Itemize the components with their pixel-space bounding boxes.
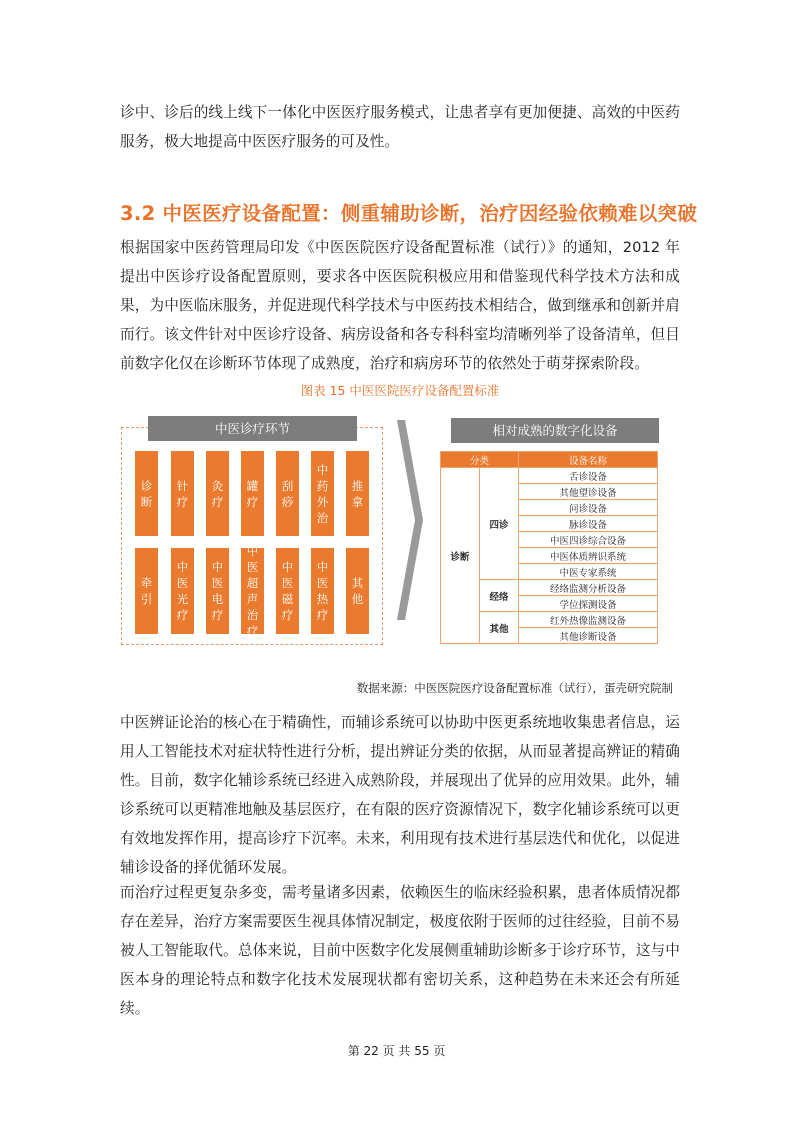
right-panel-header: 相对成熟的数字化设备 bbox=[451, 418, 659, 443]
table-row: 经络监测分析设备 bbox=[519, 580, 658, 596]
treatment-tile-label: 中医磁疗 bbox=[281, 560, 294, 622]
treatment-tile bbox=[276, 548, 299, 634]
table-group-sizhen: 四诊 bbox=[480, 468, 519, 580]
table-row: 脉诊设备 bbox=[519, 516, 658, 532]
page-number: 第 22 页 共 55 页 bbox=[347, 1044, 446, 1058]
paragraph-diagnosis-precision: 中医辨证论治的核心在于精确性，而辅诊系统可以协助中医更系统地收集患者信息，运用人工智能技术对症状特性进行分析，提出辨证分类的依据，从而显著提高辨证的精确性。目前，数字化辅诊系统已经进入成熟阶段，并展现出了优异的应用效果。此外，辅诊系统可以更精准地触及基层医疗，在有限的医疗资源情况下，数字化辅诊系统可以更有效地发挥作用，提高诊疗下沉率。未来，利用现有技术进行基层迭代和优化，以促进辅诊设备的择优循环发展。 bbox=[120, 714, 680, 876]
treatment-tile-label: 其他 bbox=[351, 576, 364, 606]
table-header-category: 分类 bbox=[441, 452, 519, 468]
treatment-tile-label: 中医超声治疗 bbox=[246, 544, 259, 638]
treatment-tile-label: 针疗 bbox=[176, 478, 189, 509]
digital-device-table bbox=[440, 451, 658, 644]
treatment-tile-label: 中医光疗 bbox=[176, 560, 189, 622]
table-row: 其他望诊设备 bbox=[519, 484, 658, 500]
treatment-tile bbox=[171, 548, 194, 634]
section-heading: 3.2 中医医疗设备配置：侧重辅助诊断，治疗因经验依赖难以突破 bbox=[120, 202, 698, 225]
treatment-tile bbox=[206, 548, 229, 634]
treatment-tile-label: 诊断 bbox=[140, 478, 153, 509]
table-group-jingluo: 经络 bbox=[480, 580, 519, 612]
treatment-tile bbox=[135, 451, 158, 536]
treatment-tile bbox=[346, 451, 369, 536]
treatment-tile bbox=[311, 451, 334, 536]
treatment-tile-label: 推拿 bbox=[351, 478, 364, 509]
treatment-tile bbox=[276, 451, 299, 536]
treatment-tile-label: 牵引 bbox=[140, 576, 153, 606]
treatment-tile-label: 刮痧 bbox=[281, 478, 294, 509]
table-category-diagnosis: 诊断 bbox=[441, 468, 480, 644]
table-row: 问诊设备 bbox=[519, 500, 658, 516]
table-row: 中医四诊综合设备 bbox=[519, 532, 658, 548]
table-group-qita: 其他 bbox=[480, 612, 519, 644]
chevron-right-icon bbox=[397, 420, 423, 620]
treatment-tile bbox=[346, 548, 369, 634]
treatment-tile-label: 中药外治 bbox=[316, 462, 329, 525]
table-row: 学位探测设备 bbox=[519, 596, 658, 612]
treatment-tile bbox=[311, 548, 334, 634]
table-row: 中医体质辨识系统 bbox=[519, 548, 658, 564]
paragraph-standard-background: 根据国家中医药管理局印发《中医医院医疗设备配置标准（试行）》的通知，2012 年提出中医诊疗设备配置原则，要求各中医医院积极应用和借鉴现代科学技术方法和成果，为中医临床服务，并促进现代科学技术与中医药技术相结合，做到继承和创新并肩而行。该文件针对中医诊疗设备、病房设备和各专科科室均清晰列举了设备清单，但目前数字化仅在诊断环节体现了成熟度，治疗和病房环节的依然处于萌芽探索阶段。 bbox=[120, 239, 680, 372]
treatment-tile-label: 灸疗 bbox=[211, 478, 224, 509]
treatment-tile-label: 中医电疗 bbox=[211, 560, 224, 622]
paragraph-intro-continued: 诊中、诊后的线上线下一体化中医医疗服务模式，让患者享有更加便捷、高效的中医药服务，极大地提高中医医疗服务的可及性。 bbox=[120, 104, 680, 150]
treatment-tile-label: 中医热疗 bbox=[316, 560, 329, 622]
table-row: 其他诊断设备 bbox=[519, 628, 658, 644]
paragraph-treatment-complexity: 而治疗过程更复杂多变，需考量诸多因素，依赖医生的临床经验积累，患者体质情况都存在差异，治疗方案需要医生视具体情况制定，极度依附于医师的过往经验，目前不易被人工智能取代。总体来说，目前中医数字化发展侧重辅助诊断多于诊疗环节，这与中医本身的理论特点和数字化技术发展现状都有密切关系，这种趋势在未来还会有所延续。 bbox=[120, 884, 680, 1017]
table-header-device: 设备名称 bbox=[519, 452, 658, 468]
left-panel-header: 中医诊疗环节 bbox=[148, 416, 357, 441]
table-row: 中医专家系统 bbox=[519, 564, 658, 580]
figure-title: 图表 15 中医医院医疗设备配置标准 bbox=[300, 383, 500, 398]
treatment-tile-label: 罐疗 bbox=[246, 478, 259, 509]
treatment-tile bbox=[241, 544, 264, 638]
treatment-tile bbox=[241, 451, 264, 536]
table-row: 红外热像监测设备 bbox=[519, 612, 658, 628]
treatment-tile bbox=[171, 451, 194, 536]
figure-source: 数据来源：中医医院医疗设备配置标准（试行），蛋壳研究院制 bbox=[356, 681, 673, 695]
table-row: 舌诊设备 bbox=[519, 468, 658, 484]
treatment-tile bbox=[206, 451, 229, 536]
treatment-tile bbox=[135, 548, 158, 634]
